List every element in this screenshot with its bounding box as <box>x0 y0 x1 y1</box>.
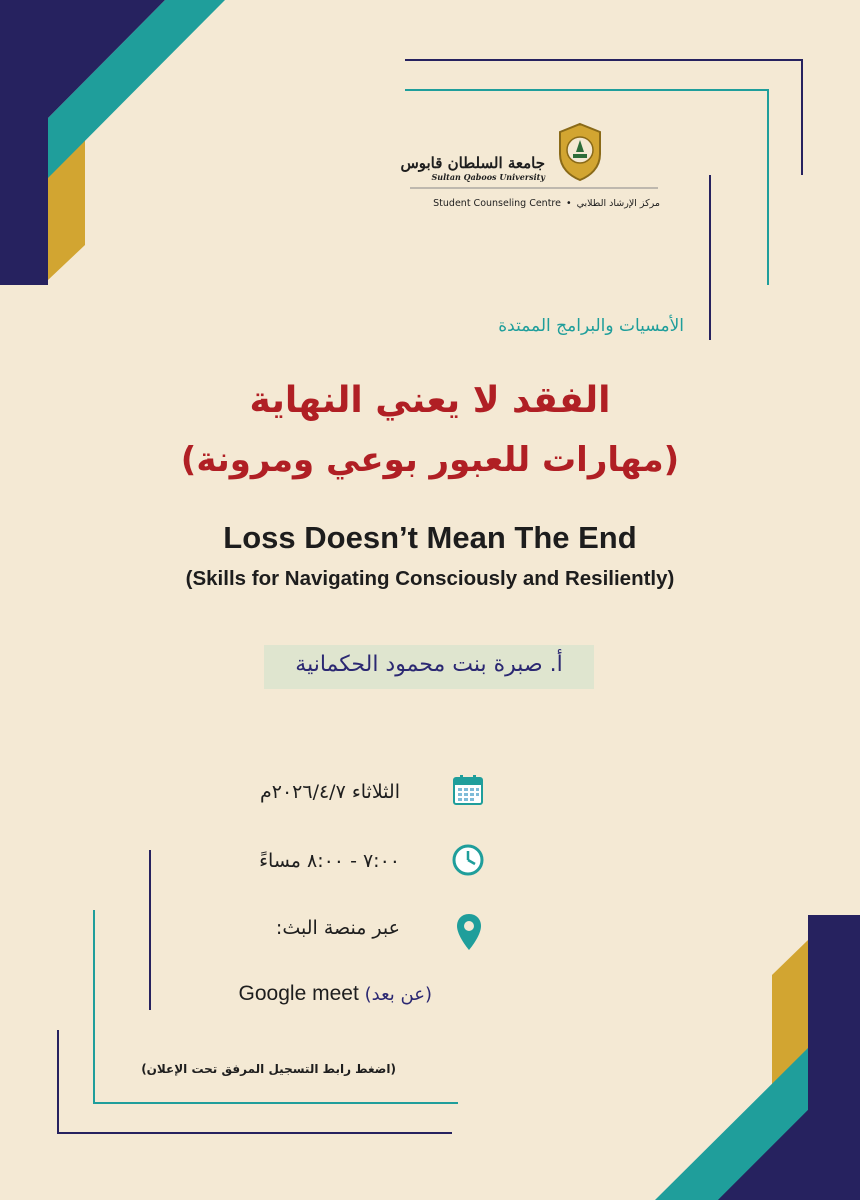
platform-label: عبر منصة البث: <box>275 917 400 939</box>
title-english-subtitle: (Skills for Navigating Consciously and Resiliently) <box>185 567 675 590</box>
bottom-right-navy-edge <box>808 915 860 1200</box>
university-name-english: Sultan Qaboos University <box>431 172 545 182</box>
presenter-name: أ. صبرة بنت محمود الحكمانية <box>295 652 563 677</box>
platform-name: Google meet <box>238 982 359 1005</box>
remote-note: (عن بعد) <box>364 984 432 1005</box>
event-time: ٧:٠٠ - ٨:٠٠ مساءً <box>259 850 400 872</box>
title-arabic-main: الفقد لا يعني النهاية <box>249 380 611 421</box>
clock-icon <box>451 843 485 877</box>
title-arabic-subtitle: (مهارات للعبور بوعي ومرونة) <box>180 440 680 480</box>
department-english: Student Counseling Centre <box>433 198 561 209</box>
frame-line-navy-bottom <box>58 1030 452 1133</box>
university-name-arabic: جامعة السلطان قابوس <box>400 154 545 172</box>
university-crest-icon <box>555 122 605 182</box>
calendar-icon <box>452 774 484 806</box>
location-pin-icon <box>455 912 483 952</box>
series-title: الأمسيات والبرامج الممتدة <box>498 316 684 336</box>
title-english-main: Loss Doesn’t Mean The End <box>223 520 637 555</box>
department-separator: • <box>565 198 572 209</box>
university-header <box>400 122 660 222</box>
department-line <box>433 198 660 209</box>
registration-note: (اضغط رابط التسجيل المرفق تحت الإعلان) <box>141 1062 396 1076</box>
event-date: الثلاثاء ٢٠٢٦/٤/٧م <box>259 781 400 803</box>
top-left-navy-edge <box>0 0 48 285</box>
platform-line <box>239 982 432 1006</box>
department-arabic: مركز الإرشاد الطلابي <box>576 198 660 209</box>
